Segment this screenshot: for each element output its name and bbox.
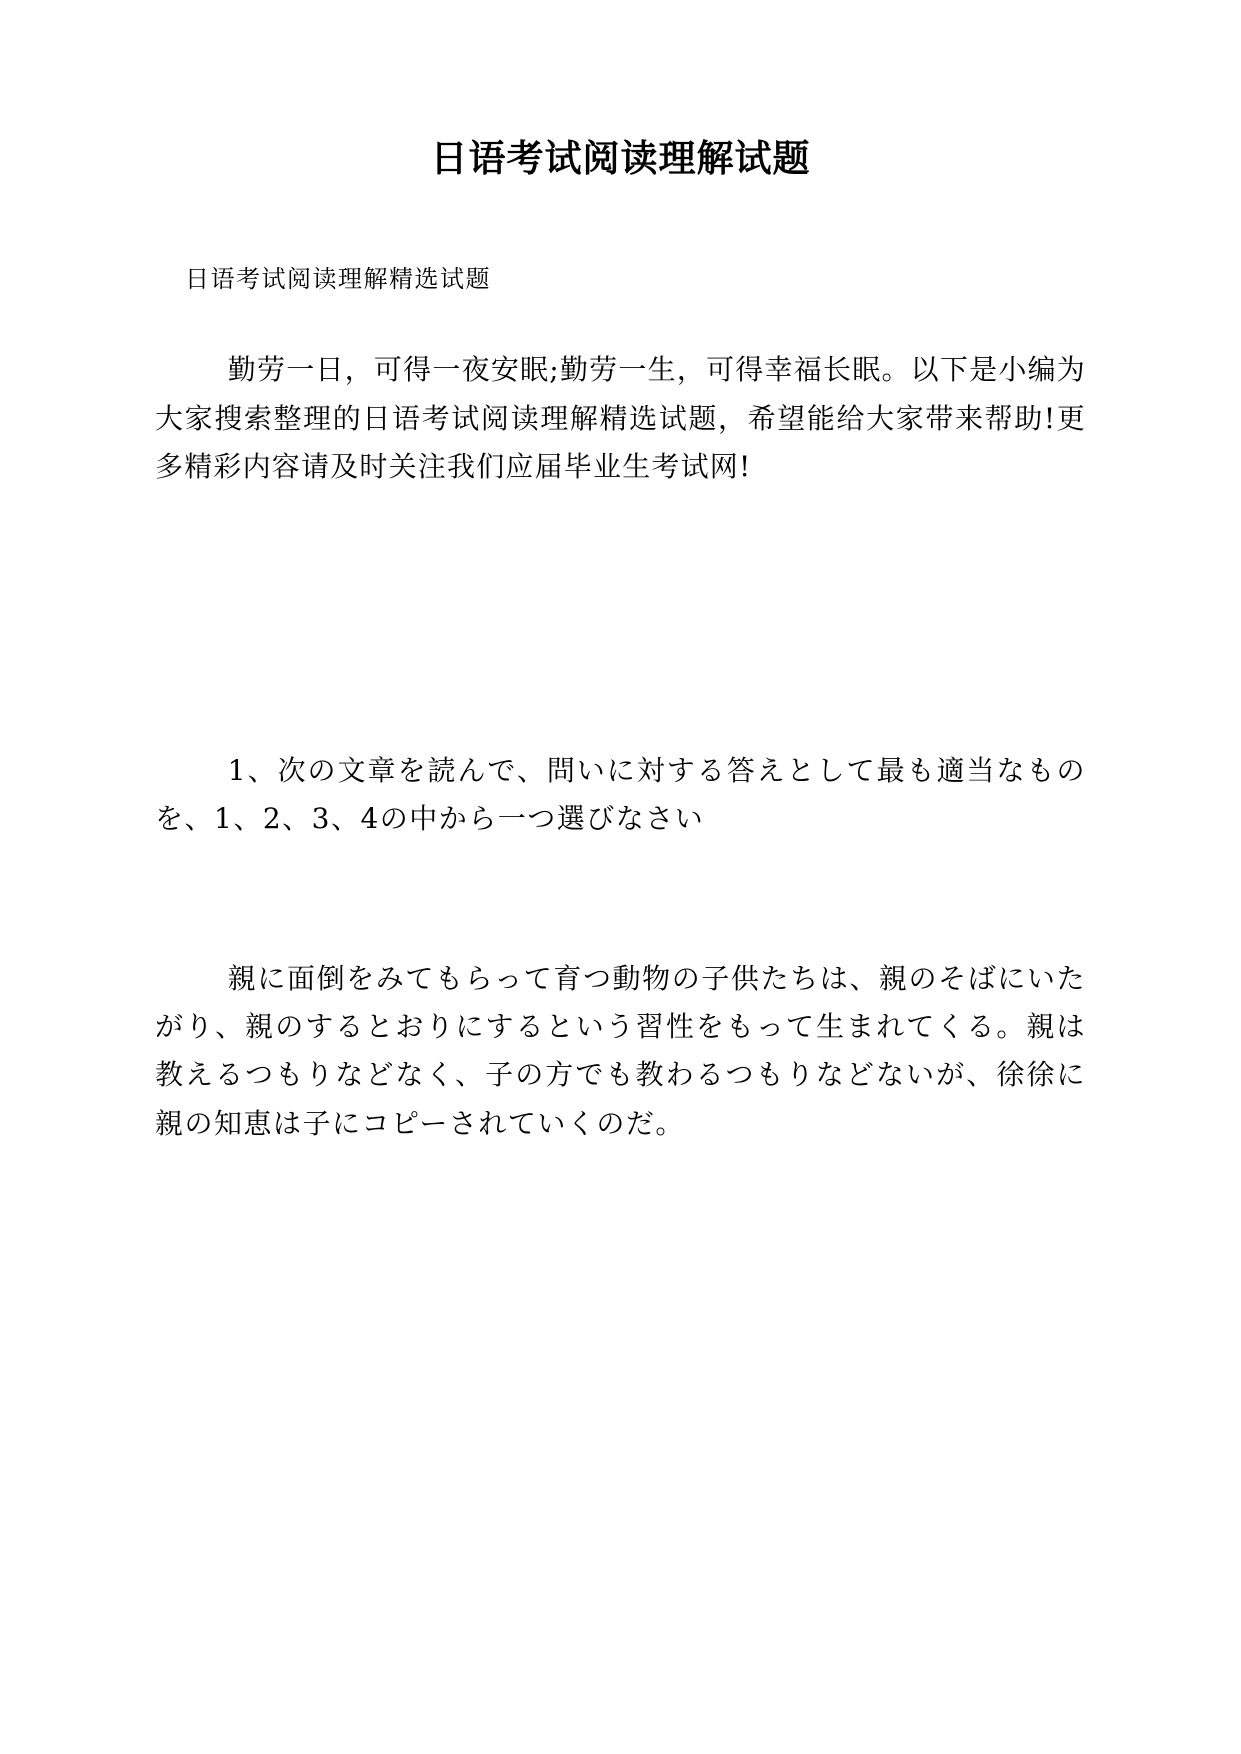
document-subtitle: 日语考试阅读理解精选试题	[185, 265, 491, 293]
paragraph-question-instruction: 1、次の文章を読んで、問いに対する答えとして最も適当なものを、1、2、3、4の中から一つ選びなさい	[155, 753, 1086, 836]
paragraph-intro: 勤劳一日，可得一夜安眠;勤劳一生，可得幸福长眠。以下是小编为大家搜索整理的日语考试阅读理解精选试题，希望能给大家带来帮助!更多精彩内容请及时关注我们应届毕业生考试网!	[155, 353, 1086, 483]
paragraph-reading-passage: 親に面倒をみてもらって育つ動物の子供たちは、親のそばにいたがり、親のするとおりにするという習性をもって生まれてくる。親は教えるつもりなどなく、子の方でも教わるつもりなどないが、徐徐に親の知恵は子にコピーされていくのだ。	[155, 962, 1086, 1140]
page-title: 日语考试阅读理解试题	[430, 137, 811, 180]
